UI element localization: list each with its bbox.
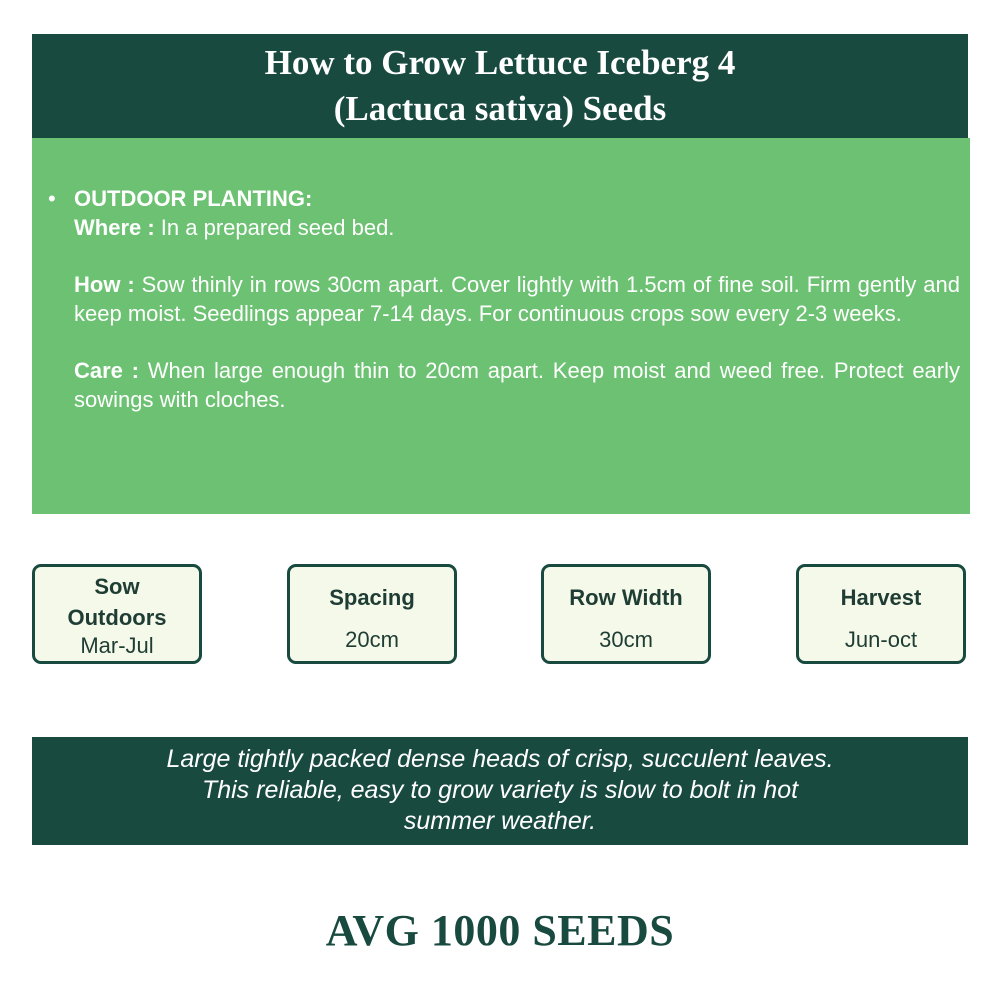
description-line-3: summer weather. — [403, 807, 597, 835]
card-label: Harvest — [840, 585, 922, 610]
where-paragraph — [74, 213, 960, 242]
sow-outdoors-card — [32, 564, 202, 664]
seed-count: AVG 1000 SEEDS — [325, 906, 675, 955]
card-value: Jun-oct — [844, 627, 918, 652]
card-label: Spacing — [329, 585, 415, 610]
info-cards — [32, 564, 970, 668]
card-value: Mar-Jul — [80, 633, 154, 658]
where-text: In a prepared seed bed. — [154, 215, 395, 240]
harvest-card — [796, 564, 966, 664]
how-text: Sow thinly in rows 30cm apart. Cover lightly with 1.5cm of fine soil. Firm gently and keep moist. Seedlings appear 7-14 days. For continuous crops sow every 2-3 weeks. — [74, 272, 960, 326]
title-line-2: (Lactuca sativa) Seeds — [333, 89, 667, 128]
how-paragraph — [74, 270, 960, 328]
care-label: Care : — [74, 358, 140, 383]
description-line-2: This reliable, easy to grow variety is slow to bolt in hot — [201, 776, 799, 804]
planting-instructions — [32, 138, 970, 514]
card-value: 20cm — [345, 627, 399, 652]
page-title — [32, 34, 968, 138]
title-line-1: How to Grow Lettuce Iceberg 4 — [264, 43, 736, 82]
card-label: Row Width — [569, 585, 683, 610]
card-value: 30cm — [599, 627, 653, 652]
variety-description — [32, 737, 968, 845]
where-label: Where : — [74, 215, 155, 240]
card-label-line-2: Outdoors — [67, 605, 167, 630]
outdoor-planting-item — [48, 184, 961, 414]
bullet-icon: • — [48, 186, 56, 211]
section-title: OUTDOOR PLANTING: — [74, 186, 313, 211]
card-label-line-1: Sow — [94, 574, 140, 599]
care-text: When large enough thin to 20cm apart. Keep moist and weed free. Protect early sowings with cloches. — [74, 358, 961, 412]
row-width-card — [541, 564, 711, 664]
care-paragraph — [74, 356, 960, 414]
spacing-card — [287, 564, 457, 664]
description-line-1: Large tightly packed dense heads of crisp, succulent leaves. — [166, 745, 834, 773]
how-label: How : — [74, 272, 135, 297]
